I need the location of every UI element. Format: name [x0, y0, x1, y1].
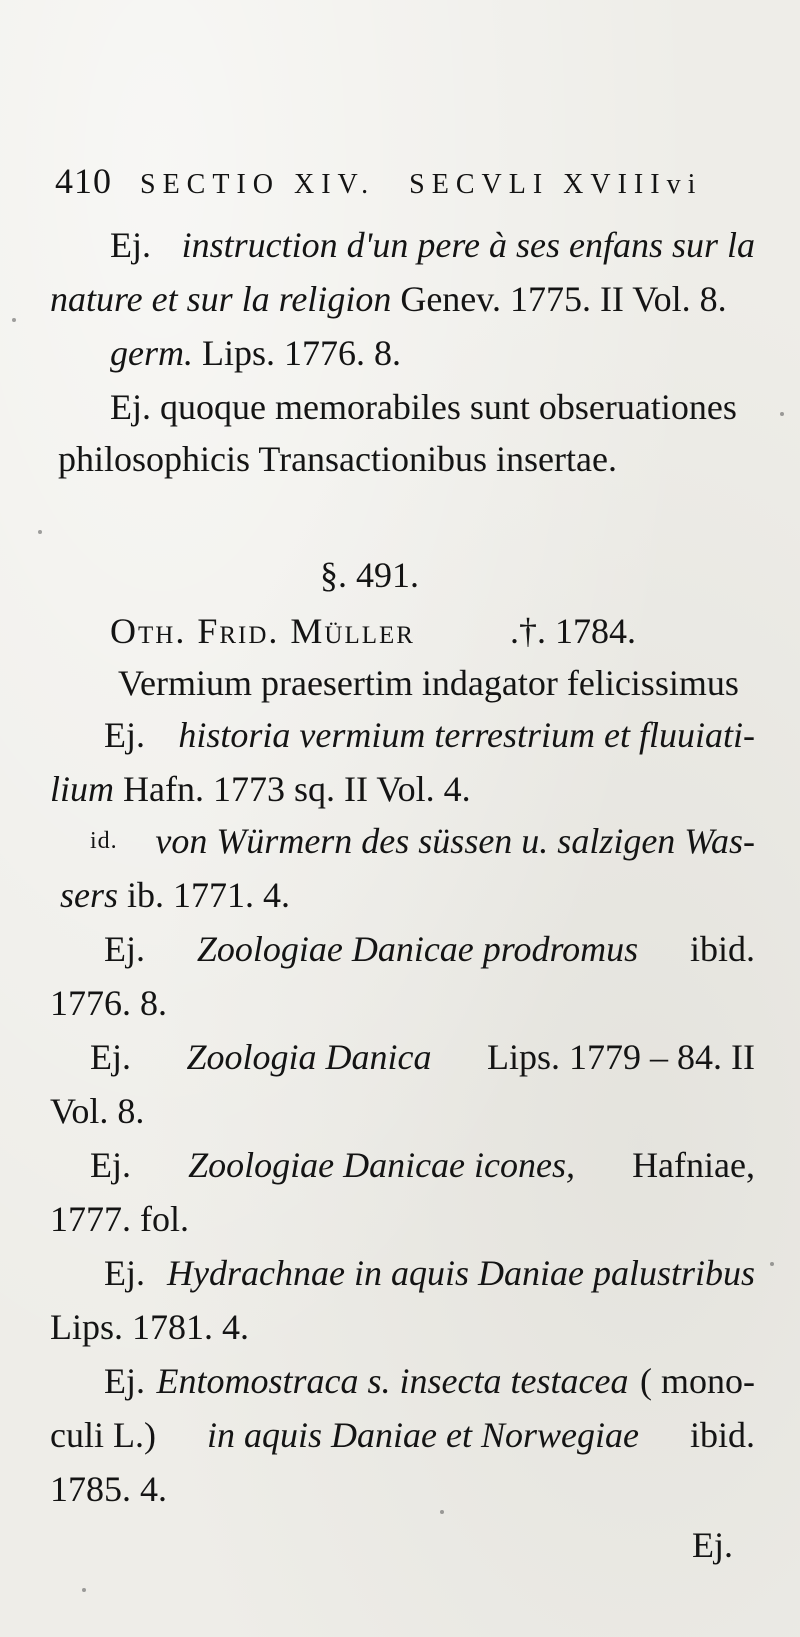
work-title-cont: culi L.): [50, 1415, 156, 1455]
paper-speck: [12, 318, 16, 322]
translation-note: germ.: [110, 333, 193, 373]
text-line: [104, 712, 755, 758]
paper-speck: [38, 530, 42, 534]
text-line: [50, 766, 755, 812]
ej-abbrev: Ej.: [110, 225, 151, 265]
ej-abbrev: Ej.: [90, 1037, 131, 1077]
century-heading: SECVLI XVIIIvi: [409, 169, 703, 200]
death-year: .†. 1784.: [510, 611, 636, 651]
ej-abbrev: Ej.: [104, 715, 145, 755]
imprint: ibid.: [689, 1415, 755, 1455]
ej-abbrev: Ej.: [104, 929, 145, 969]
text-line: [50, 1412, 755, 1458]
imprint: ib. 1771. 4.: [127, 875, 291, 915]
text-line: [110, 330, 800, 376]
work-title: lium: [50, 769, 115, 809]
text-line: 1777. fol.: [50, 1199, 189, 1239]
text-line: 1776. 8.: [50, 983, 167, 1023]
text-line: 1785. 4.: [50, 1469, 167, 1509]
text-line: [110, 222, 755, 268]
work-title: in aquis Daniae et Norwegiae: [206, 1415, 639, 1455]
text-line: [104, 926, 755, 972]
text-line: Lips. 1781. 4.: [50, 1307, 250, 1347]
imprint: Genev. 1775. II Vol. 8.: [400, 279, 727, 319]
author-line: [110, 608, 755, 654]
imprint: Hafniae,: [632, 1145, 755, 1185]
text-line: Vol. 8.: [50, 1091, 145, 1131]
work-title: historia vermium terrestrium et fluuiati-: [178, 715, 755, 755]
section-heading: SECTIO XIV.: [140, 169, 376, 200]
author-name: Oth. Frid. Müller: [110, 611, 415, 651]
work-title: von Würmern des süssen u. salzigen Was-: [155, 821, 755, 861]
work-title: Zoologiae Danicae prodromus: [196, 929, 639, 969]
text-line: [90, 818, 755, 864]
paper-speck: [780, 412, 784, 416]
work-title: nature et sur la religion: [50, 279, 392, 319]
catchword: Ej.: [692, 1525, 733, 1565]
page-number: 410: [55, 161, 112, 201]
running-header: [55, 160, 745, 202]
text-line: Ej. quoque memorabiles sunt obseruationes: [110, 387, 737, 427]
imprint: Lips. 1779 – 84. II: [487, 1037, 755, 1077]
section-mark: §. 491.: [320, 555, 419, 595]
paper-speck: [82, 1588, 86, 1592]
paper-speck: [440, 1510, 444, 1514]
imprint: Lips. 1776. 8.: [202, 333, 402, 373]
ej-abbrev: Ej.: [90, 1145, 131, 1185]
work-title: Hydrachnae in aquis Daniae palustribus: [167, 1253, 755, 1293]
text-line: [104, 1250, 755, 1296]
imprint: ibid.: [689, 929, 755, 969]
work-title: instruction d'un pere à ses enfans sur la: [181, 225, 755, 265]
work-title: sers: [60, 875, 119, 915]
text-line: [90, 1034, 755, 1080]
text-line: [50, 276, 755, 322]
imprint: Hafn. 1773 sq. II Vol. 4.: [123, 769, 471, 809]
text-line: [104, 1358, 755, 1404]
ej-abbrev: Ej.: [104, 1253, 145, 1293]
paper-speck: [770, 1262, 774, 1266]
imprint: ( mono-: [640, 1361, 755, 1401]
text-line: [60, 872, 765, 918]
work-title: Zoologia Danica: [186, 1037, 432, 1077]
work-title: Entomostraca s. insecta testacea: [156, 1361, 629, 1401]
work-title: Zoologiae Danicae icones,: [188, 1145, 575, 1185]
idem-abbrev: id.: [90, 828, 118, 854]
ej-abbrev: Ej.: [104, 1361, 145, 1401]
text-line: [90, 1142, 755, 1188]
text-line: philosophicis Transactionibus insertae.: [58, 439, 617, 479]
author-description: Vermium praesertim indagator felicissimus: [118, 663, 739, 703]
